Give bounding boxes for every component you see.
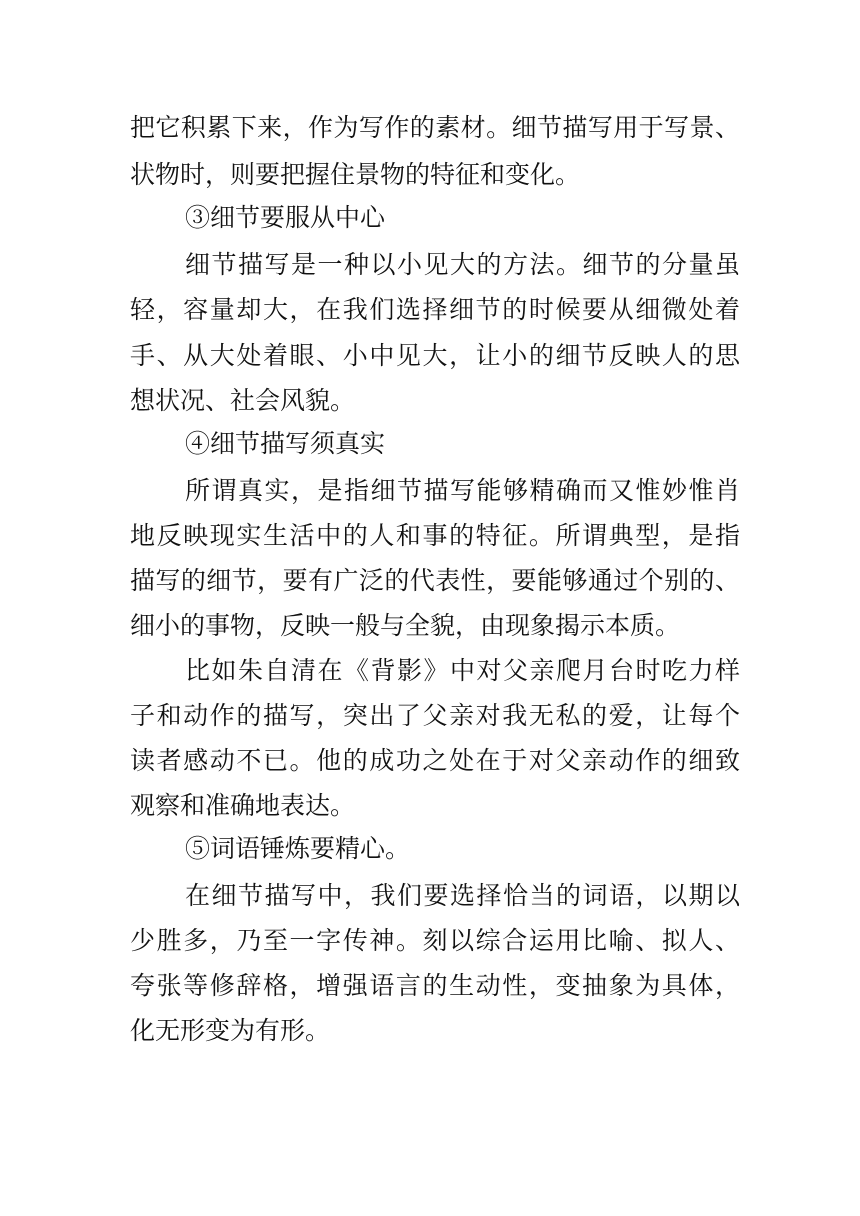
text-line: 想状况、社会风貌。 — [130, 386, 356, 415]
text-line: 所谓真实，是指细节描写能够精确而又惟妙惟肖 — [185, 476, 740, 505]
section-heading: ⑤词语锤炼要精心。 — [185, 834, 411, 863]
text-line: 少胜多，乃至一字传神。刻以综合运用比喻、拟人、 — [130, 926, 740, 955]
text-line: 比如朱自清在《背影》中对父亲爬月台时吃力样 — [185, 656, 740, 685]
text-line: 手、从大处着眼、小中见大，让小的细节反映人的思 — [130, 341, 740, 370]
text-line: 把它积累下来，作为写作的素材。细节描写用于写景、 — [130, 113, 740, 142]
section-heading: ③细节要服从中心 — [185, 203, 386, 232]
text-line: 状物时，则要把握住景物的特征和变化。 — [130, 160, 581, 189]
text-line: 观察和准确地表达。 — [130, 791, 356, 820]
text-line: 描写的细节，要有广泛的代表性，要能够通过个别的、 — [130, 566, 740, 595]
section-heading: ④细节描写须真实 — [185, 429, 386, 458]
text-line: 夸张等修辞格，增强语言的生动性，变抽象为具体， — [130, 971, 740, 1000]
text-line: 化无形变为有形。 — [130, 1016, 331, 1045]
text-line: 细小的事物，反映一般与全貌，由现象揭示本质。 — [130, 611, 681, 640]
text-line: 读者感动不已。他的成功之处在于对父亲动作的细致 — [130, 746, 740, 775]
text-line: 轻，容量却大，在我们选择细节的时候要从细微处着 — [130, 295, 740, 324]
text-line: 地反映现实生活中的人和事的特征。所谓典型，是指 — [130, 521, 740, 550]
text-line: 在细节描写中，我们要选择恰当的词语，以期以 — [185, 881, 740, 910]
text-line: 子和动作的描写，突出了父亲对我无私的爱，让每个 — [130, 701, 740, 730]
text-line: 细节描写是一种以小见大的方法。细节的分量虽 — [185, 250, 740, 279]
